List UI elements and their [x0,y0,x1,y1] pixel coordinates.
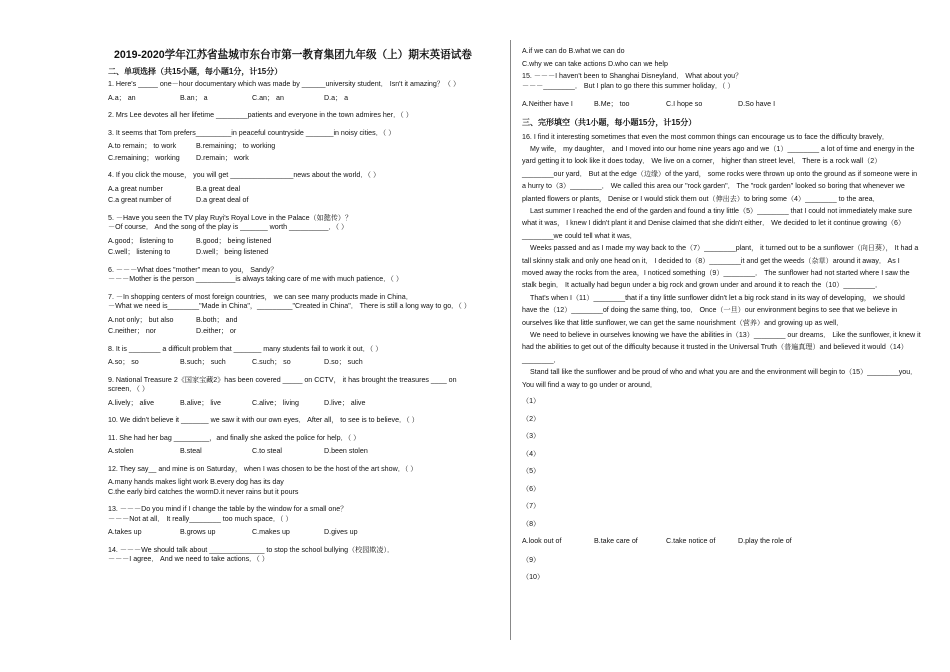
question-line: 9. National Treasure 2《国家宝藏2》has been covered _____ on CCTV， it has brought the treasures ____ on [108,375,457,384]
options [108,248,498,258]
option-b: B.take care of [594,537,638,546]
option-b: B.an； a [180,93,208,102]
options-line-cd: C.the early bird catches the wormD.it never rains but it pours [108,487,299,496]
option-a: A.stolen [108,447,134,455]
exam-title: 2019-2020学年江苏省盐城市东台市第一教育集团九年级（上）期末英语试卷 [114,49,472,61]
question-6 [108,266,498,285]
option-b: B.Me； too [594,100,630,108]
passage-paragraph: That's when I（11）________that if a tiny little sunflower didn't let a big rock stand in its way of developing， we should have the（12）________of doing the same thing, too． Once（一旦）our environment begins to see that we believe in ourselves like that little sunflower, we can get the same nourishment（营养）and growing up as well． [522,293,905,327]
option-a: A.a great number [108,184,163,193]
question-9 [108,376,498,409]
options [108,196,498,206]
option-d: D.either； or [196,327,237,335]
option-b: B.remaining； to working [196,142,276,150]
options [108,358,498,368]
option-a: A.a； an [108,93,136,102]
option-d: D.a； a [324,93,349,102]
question-stem: 12. They say__ and mine is on Saturday， when I was chosen to be the host of the art show．（ ） [108,464,418,473]
left-column [108,48,498,573]
options-line-cd: C.why we can take actions D.who can we help [522,59,668,68]
question-line: －－－Mother is the person __________is always taking care of me with much patience．（ ） [108,275,403,283]
option-a: A.Neither have I [522,100,573,108]
question-10 [108,416,498,426]
option-a: A.not only； but also [108,315,174,324]
question-line: －－－________． But I plan to go there this summer holiday．（ ） [522,81,735,90]
option-a: A.to remain； to work [108,142,177,150]
column-divider [510,40,511,640]
question-line: 7. －In shopping centers of most foreign countries， we can see many products made in China． [108,292,413,301]
option-d: D.gives up [324,528,358,536]
blank-9: （9） [522,555,541,564]
option-c: C.take notice of [666,537,716,546]
question-line: 13. －－－Do you mind if I change the table by the window for a small one？ [108,505,348,513]
option-b: B.alive； live [180,398,222,407]
blank-7: （7） [522,502,541,511]
question-15 [522,72,922,110]
blank-6: （6） [522,484,541,493]
option-d: D.live； alive [324,398,366,407]
question-14 [108,546,498,565]
question-8 [108,345,498,368]
passage-paragraph: We need to believe in ourselves knowing we have the abilities in（13）________ our dreams． Like the sunflower, it knew it had the abilities to get out of the difficulty because it trusted in the Universal Truth（普遍真理）and believed it would（14）________． [522,331,921,364]
option-c: C.remaining； working [108,153,180,162]
passage-paragraph: Last summer I reached the end of the garden and found a tiny little（5）________ that I could not immediately make sure what it was， I knew I didn't plant it and Denise claimed that she didn't either． We decided to let it continue growing（6）________we could tell what it was． [522,206,913,240]
option-d: D.a great deal of [196,196,249,204]
options [108,327,498,337]
option-c: C.well； listening to [108,248,171,256]
question-stem: 4. If you click the mouse， you will get ________________news about the world．（ ） [108,171,381,179]
options [108,94,498,104]
question-5 [108,214,498,258]
option-c: C.a great number of [108,196,172,204]
question-line: 14. －－－We should talk about ______________ to stop the school bullying（校园欺凌）． [108,545,395,554]
passage-paragraph: 16. I find it interesting sometimes that even the most common things can encourage us to face the difficulty bravely． [522,132,889,141]
passage-paragraph: My wife， my daughter， and I moved into our home nine years ago and we（1）________ a lot of time and energy in the yard getting it to look like it does today． We live on a corner， higher than street level． There is a rock wall（2）________our yard． But at the edge（边缘）of the yard， some rocks were thrown up onto the ground as if someone were in a hurry to（3）________． We called this area our "rock garden"． The "rock garden" looked so boring that whenever we planted flowers or plants， Denise or I would stick them out（伸出去）to bring some（4）________ to the area． [522,144,918,203]
option-d: D.so； such [324,358,363,366]
question-line: －What we need is________"Made in China"，_________"Created in China"． There is still a long way to go．（ ） [108,302,471,310]
options [108,447,498,457]
option-d: D.play the role of [738,537,792,546]
question-line: －Of course． And the song of the play is _______ worth __________．（ ） [108,223,349,231]
option-a: A.look out of [522,537,562,546]
option-d: D.remain； work [196,153,249,162]
question-stem: 8. It is ________ a difficult problem that _______ many students fail to work it out．（ ） [108,344,383,353]
blank-4: （4） [522,449,541,458]
right-column [522,48,922,591]
options [108,154,498,164]
section-heading-cloze: 三、完形填空（共1小题，每小题15分，计15分） [522,117,697,127]
option-c: C.makes up [252,528,290,536]
section-heading-single-choice: 二、单项选择（共15小题，每小题1分，计15分） [108,67,283,76]
question-4 [108,171,498,206]
option-b: B.such； such [180,358,226,366]
option-c: C.an； an [252,93,284,102]
cloze-options [522,537,922,547]
question-line: －－－I agree． And we need to take actions．（ ） [108,555,269,563]
passage-paragraph: Weeks passed and as I made my way back to the（7）________plant， it turned out to be a sunflower（向日葵）， It had a tall skinny stalk and only one head on it． I decided to（8）________it and get the weeds（杂草）around it away． As I moved away the rocks from the area，I noticed something（9）________． The sunflower had not started where I saw the stalk begin． It actually had begun under a big rock and grown under and around it to reach the（10）________． [522,244,919,290]
question-line: 6. －－－What does "mother" mean to you， Sandy？ [108,265,278,274]
option-c: C.neither； nor [108,327,157,335]
question-stem: 11. She had her bag _________，and finally she asked the police for help．（ ） [108,433,361,442]
blank-2: （2） [522,414,541,423]
question-line: 5. －Have you seen the TV play Ruyi's Royal Love in the Palace（如懿传）？ [108,213,353,222]
option-a: A.takes up [108,528,142,536]
question-1 [108,80,498,103]
question-2 [108,111,498,121]
answer-blanks [522,397,922,583]
option-c: C.alive； living [252,398,299,407]
question-14-options [522,47,922,69]
option-b: B.good； being listened [196,236,272,245]
question-line: －－－Not at all． It really________ too much space．（ ） [108,514,293,523]
question-stem: 2. Mrs Lee devotes all her lifetime ________patients and everyone in the town admires her．（ ） [108,111,413,119]
question-line: 15. －－－I haven't been to Shanghai Disneyland． What about you？ [522,72,743,80]
options-line-ab: A.if we can do B.what we can do [522,47,625,55]
blank-5: （5） [522,467,541,476]
options-line-ab: A.many hands makes light work B.every dog has its day [108,478,284,486]
cloze-passage [522,131,922,392]
option-b: B.grows up [180,528,216,536]
options [108,185,498,195]
option-d: D.well； being listened [196,248,269,256]
option-b: B.steal [180,447,202,455]
options [108,142,498,152]
question-3 [108,129,498,164]
option-a: A.good； listening to [108,236,174,245]
options [108,399,498,409]
question-stem: 1. Here's _____ one－hour documentary which was made by ______university student． Isn't it amazing？（ ） [108,80,461,88]
options [108,316,498,326]
question-stem: 10. We didn't believe it _______ we saw it with our own eyes． After all， to see is to believe．（ ） [108,416,419,424]
blank-8: （8） [522,519,541,528]
question-13 [108,505,498,538]
option-c: C.such； so [252,358,291,366]
option-d: D.been stolen [324,447,368,455]
question-11 [108,434,498,457]
blank-3: （3） [522,432,541,441]
passage-paragraph: Stand tall like the sunflower and be proud of who and what you are and the environment will begin to（15）________you． You will find a way to go under or around． [522,368,918,389]
options [108,478,498,497]
options [522,100,922,110]
option-a: A.so； so [108,358,139,366]
option-d: D.So have I [738,100,776,108]
option-a: A.lively； alive [108,398,155,407]
blank-10: （10） [522,573,545,582]
question-7 [108,293,498,337]
option-c: C.to steal [252,447,282,455]
options [108,237,498,247]
options [108,528,498,538]
question-stem: 3. It seems that Tom prefers_________in peaceful countryside _______in noisy cities．（ ） [108,128,396,137]
option-b: B.a great deal [196,184,241,193]
option-b: B.both； and [196,315,238,324]
option-c: C.I hope so [666,100,703,108]
blank-1: （1） [522,397,541,406]
question-line: screen．（ ） [108,385,149,393]
question-12 [108,465,498,498]
